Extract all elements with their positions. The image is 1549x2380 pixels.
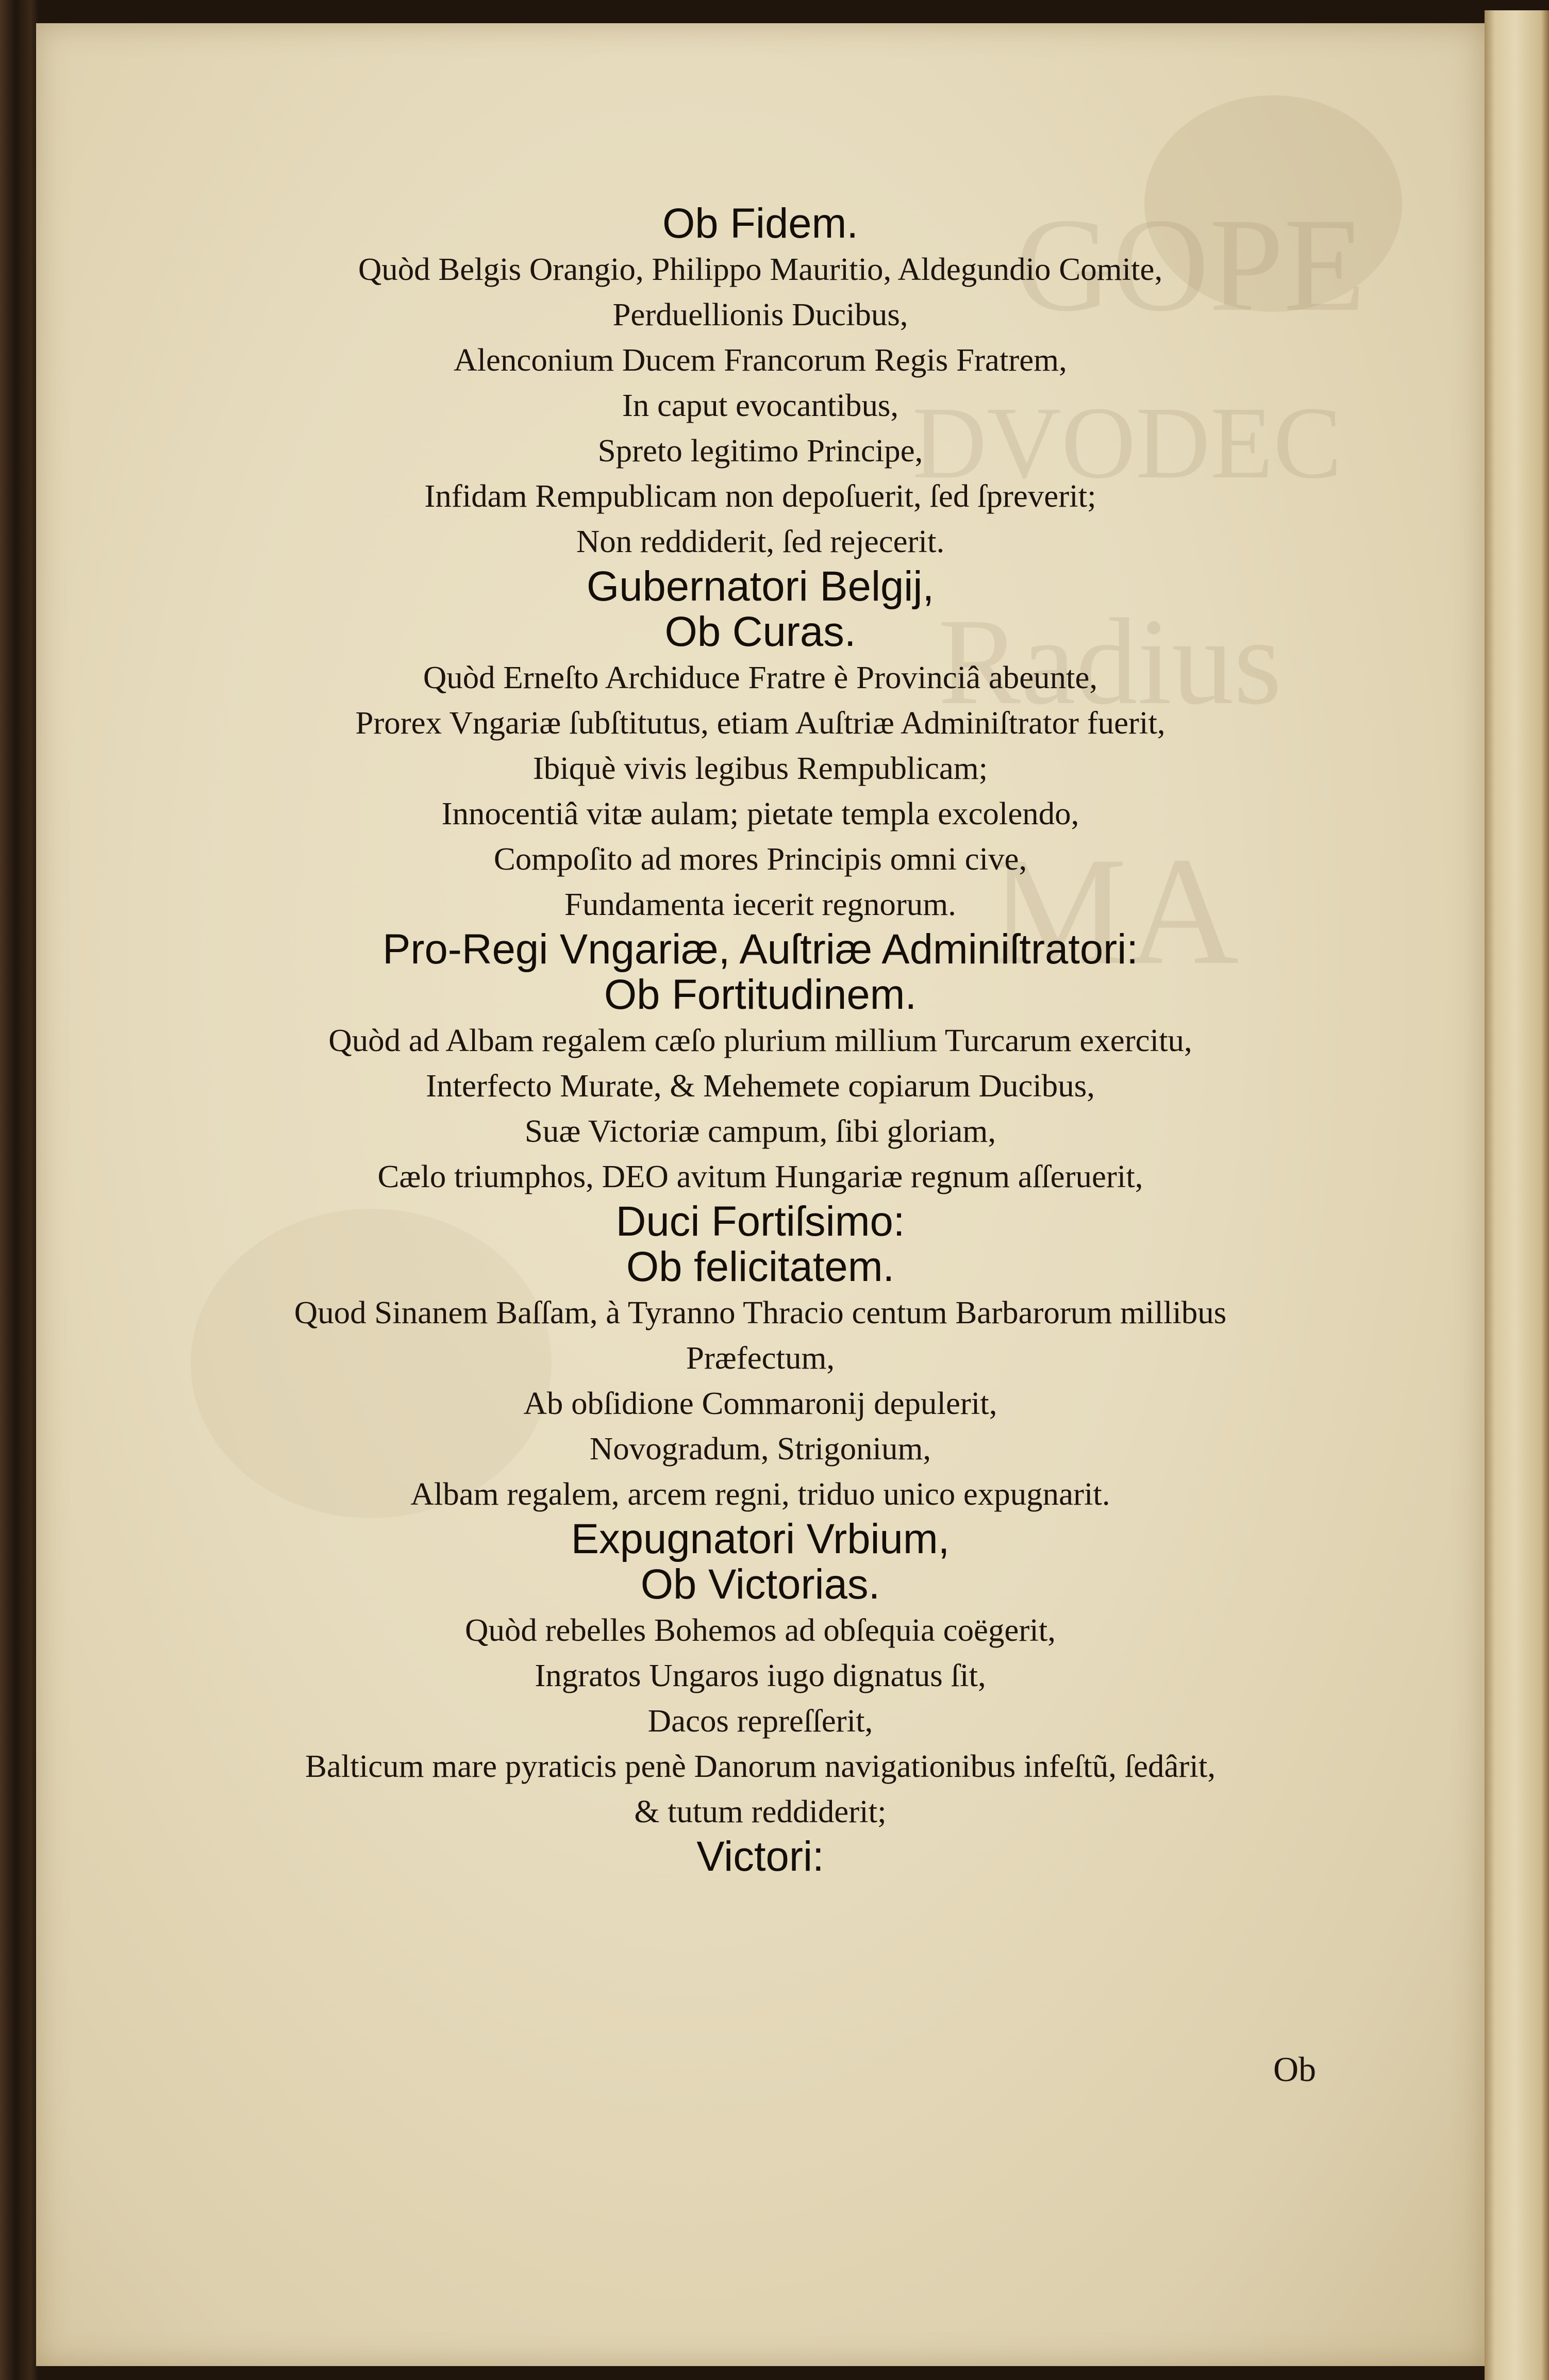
text-line: In caput evocantibus, xyxy=(622,387,899,423)
text-line: Balticum mare pyraticis penè Danorum navigationibus infeſtũ, ſedârit, xyxy=(305,1748,1216,1784)
text-line: Albam regalem, arcem regni, triduo unico expugnarit. xyxy=(410,1476,1110,1512)
text-line: Quod Sinanem Baſſam, à Tyranno Thracio centum Barbarorum millibus xyxy=(294,1294,1227,1330)
text-line: Ab obſidione Commaronij depulerit, xyxy=(523,1385,997,1421)
section-heading: Ob felicitatem. xyxy=(626,1243,895,1290)
next-page-edge xyxy=(1485,10,1549,2380)
show-through: MA xyxy=(990,825,1239,996)
section-heading: Ob Curas. xyxy=(664,608,856,655)
text-line: Perduellionis Ducibus, xyxy=(612,296,908,332)
catchword: Ob xyxy=(1273,2050,1317,2089)
text-line: Quòd rebelles Bohemos ad obſequia coëgerit, xyxy=(465,1612,1056,1648)
text-line: Infidam Rempublicam non depoſuerit, ſed ſpreverit; xyxy=(424,478,1096,514)
section-heading: Pro-Regi Vngariæ, Auſtriæ Adminiſtratori: xyxy=(382,926,1138,973)
section-heading: Ob Victorias. xyxy=(640,1561,880,1608)
text-line: Ingratos Ungaros iugo dignatus ſit, xyxy=(535,1657,986,1693)
text-line: Cælo triumphos, DEO avitum Hungariæ regnum aſſeruerit, xyxy=(377,1158,1143,1194)
text-line: & tutum reddiderit; xyxy=(634,1793,887,1829)
text-line: Prorex Vngariæ ſubſtitutus, etiam Auſtriæ Adminiſtrator fuerit, xyxy=(355,705,1165,741)
section-heading: Expugnatori Vrbium, xyxy=(571,1516,950,1562)
text-line: Dacos repreſſerit, xyxy=(647,1703,873,1739)
text-line: Alenconium Ducem Francorum Regis Fratrem, xyxy=(454,342,1067,378)
book-page xyxy=(36,23,1485,2366)
text-line: Præfectum, xyxy=(686,1340,835,1376)
text-line: Quòd Erneſto Archiduce Fratre è Provinciâ abeunte, xyxy=(423,659,1098,695)
show-through: GOPE xyxy=(1015,191,1365,339)
text-line: Innocentiâ vitæ aulam; pietate templa excolendo, xyxy=(441,795,1079,831)
text-line: Spreto legitimo Principe, xyxy=(597,432,923,469)
page-text xyxy=(36,201,1485,1879)
text-line: Ibiquè vivis legibus Rempublicam; xyxy=(532,750,988,786)
section-heading: Victori: xyxy=(696,1833,824,1880)
section-heading: Ob Fidem. xyxy=(662,200,858,247)
show-through: DVODEC xyxy=(912,386,1342,500)
section-heading: Gubernatori Belgij, xyxy=(586,563,935,610)
show-through: Radius xyxy=(938,593,1282,730)
text-line: Suæ Victoriæ campum, ſibi gloriam, xyxy=(524,1113,996,1149)
text-line: Quòd ad Albam regalem cæſo plurium millium Turcarum exercitu, xyxy=(328,1022,1192,1058)
text-line: Novogradum, Strigonium, xyxy=(589,1430,931,1467)
text-line: Fundamenta iecerit regnorum. xyxy=(564,886,956,922)
text-line: Compoſito ad mores Principis omni cive, xyxy=(493,841,1027,877)
text-line: Quòd Belgis Orangio, Philippo Mauritio, Aldegundio Comite, xyxy=(358,251,1163,287)
text-line: Non reddiderit, ſed rejecerit. xyxy=(576,523,945,559)
section-heading: Ob Fortitudinem. xyxy=(604,971,917,1018)
section-heading: Duci Fortiſsimo: xyxy=(615,1198,905,1245)
text-line: Interfecto Murate, & Mehemete copiarum Ducibus, xyxy=(426,1068,1095,1104)
